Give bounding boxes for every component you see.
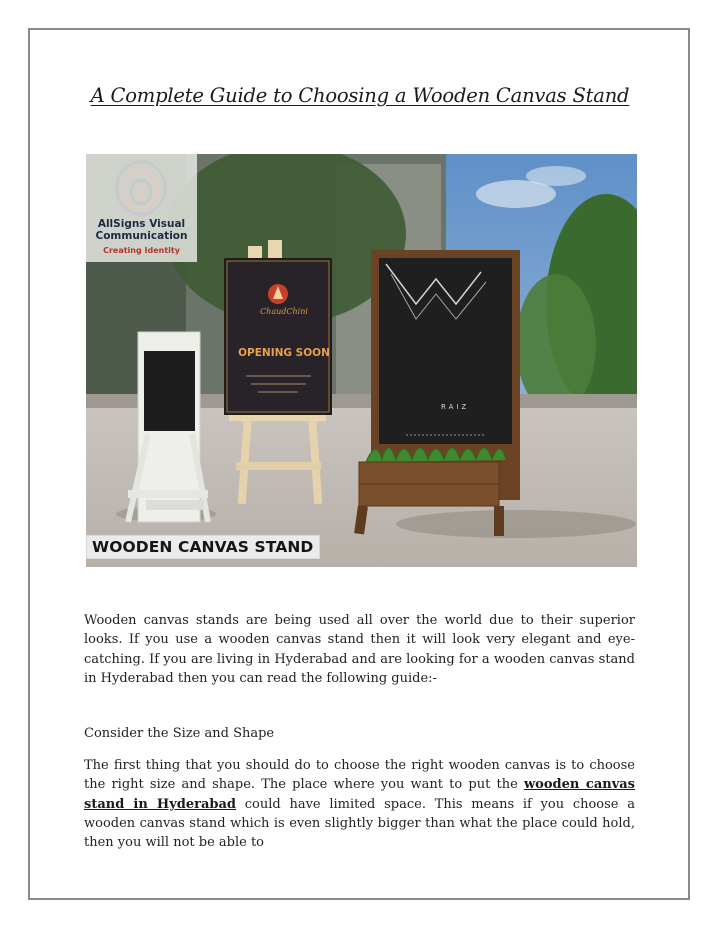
poster-brand: ChaudChini [260,307,308,316]
board-text: RAIZ [441,403,470,411]
white-chalkboard-easel [128,332,208,522]
poster-opening-soon: OPENING SOON [238,347,330,359]
brand-name-line-2: Communication [95,230,188,242]
brand-tagline: Creating Identity [103,246,180,255]
section-heading: Consider the Size and Shape [84,726,275,741]
hero-image [86,154,637,567]
brand-name-line-1: AllSigns Visual [97,218,186,230]
document-title: A Complete Guide to Choosing a Wooden Canvas Stand [90,84,630,107]
brand-name [86,218,197,242]
paragraph-size-shape [84,756,635,852]
paragraph-text-before-link: The first thing that you should do to choose the right wooden canvas is to choose the right size and shape. The place where you want to put the [84,758,635,793]
tripod-easel-poster [224,240,332,504]
image-caption: WOODEN CANVAS STAND [86,535,320,559]
paragraph-text-after-link: could have limited space. This means if you choose a wooden canvas stand which is even slightly bigger than what the place could hold, then you will not be able to [84,796,635,851]
keyword-link[interactable]: wooden canvas stand in Hyderabad [84,777,635,812]
paragraph-intro: Wooden canvas stands are being used all over the world due to their superior looks. If you use a wooden canvas stand then it will look very elegant and eye-catching. If you are living in Hyderabad and are looking for a wooden canvas stand in Hyderabad then you can read the following guide:- [84,613,635,686]
wooden-framed-sign-with-planter [354,250,520,536]
